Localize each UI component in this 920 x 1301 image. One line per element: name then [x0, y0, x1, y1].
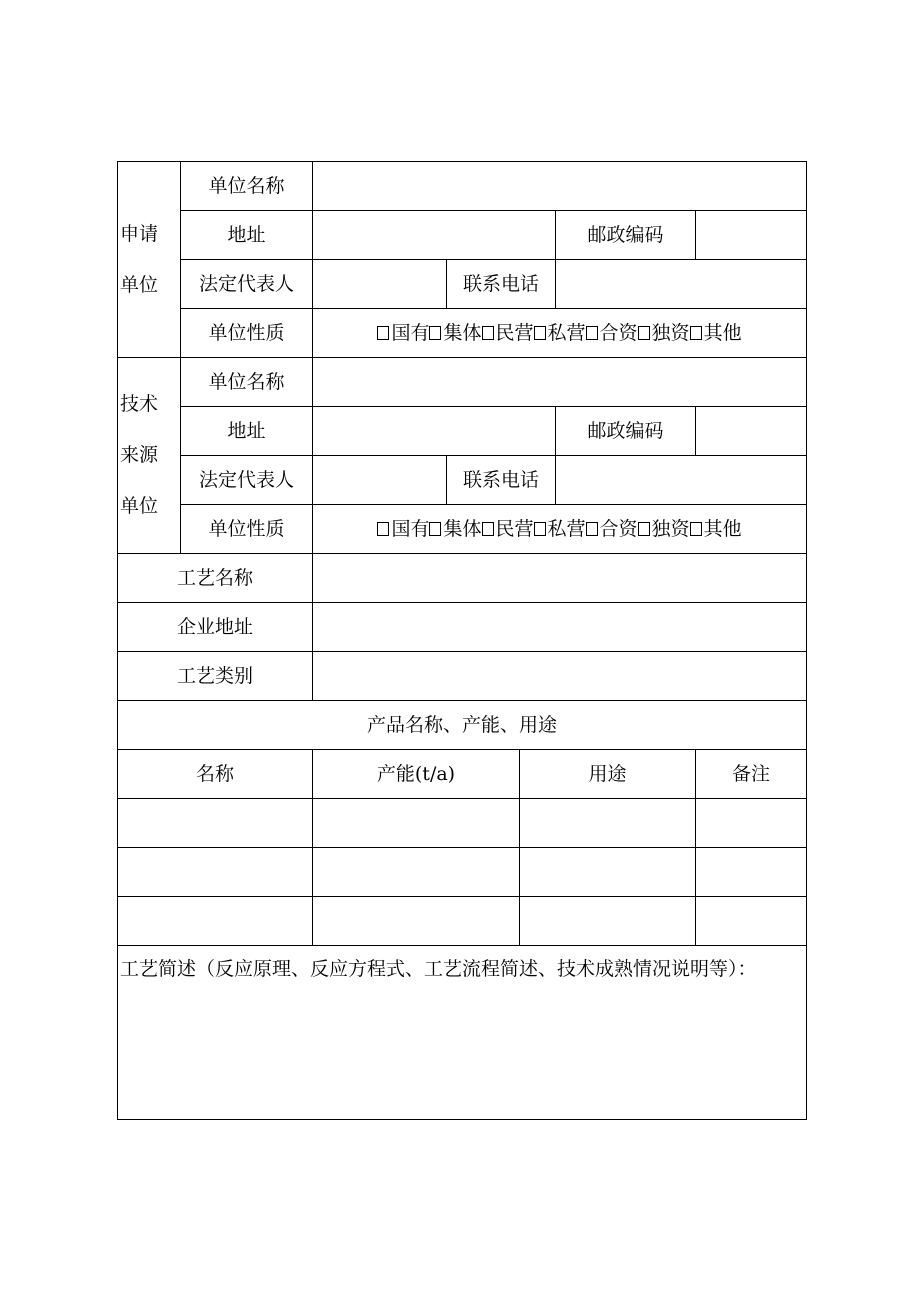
process-name-label: 工艺名称 [118, 554, 313, 603]
applicant-postcode-field[interactable] [696, 211, 807, 260]
product-remark-cell[interactable] [696, 848, 807, 897]
applicant-address-field[interactable] [313, 211, 556, 260]
process-category-label: 工艺类别 [118, 652, 313, 701]
products-section-title: 产品名称、产能、用途 [118, 701, 807, 750]
process-description-area[interactable] [118, 946, 807, 1120]
nature-option[interactable]: 合资 [586, 322, 638, 344]
products-col-remark: 备注 [696, 750, 807, 799]
checkbox-icon[interactable] [377, 522, 389, 536]
tech-address-field[interactable] [313, 407, 556, 456]
product-remark-cell[interactable] [696, 799, 807, 848]
tech-source-section-label: 技术 来源 单位 [118, 358, 181, 554]
applicant-unit-name-field[interactable] [313, 162, 807, 211]
applicant-legal-rep-label: 法定代表人 [181, 260, 313, 309]
tech-unit-name-field[interactable] [313, 358, 807, 407]
tech-postcode-field[interactable] [696, 407, 807, 456]
process-name-field[interactable] [313, 554, 807, 603]
table-row [118, 799, 807, 848]
tech-nature-label: 单位性质 [181, 505, 313, 554]
checkbox-icon[interactable] [638, 522, 650, 536]
checkbox-icon[interactable] [377, 326, 389, 340]
process-category-field[interactable] [313, 652, 807, 701]
application-form-table [117, 161, 807, 1120]
nature-option[interactable]: 集体 [429, 322, 481, 344]
products-col-capacity: 产能(t/a) [313, 750, 520, 799]
checkbox-icon[interactable] [534, 326, 546, 340]
nature-option[interactable]: 国有 [377, 322, 429, 344]
product-name-cell[interactable] [118, 897, 313, 946]
nature-option[interactable]: 独资 [638, 322, 690, 344]
applicant-postcode-label: 邮政编码 [556, 211, 696, 260]
product-capacity-cell[interactable] [313, 799, 520, 848]
applicant-phone-label: 联系电话 [447, 260, 556, 309]
checkbox-icon[interactable] [638, 326, 650, 340]
product-usage-cell[interactable] [520, 897, 696, 946]
checkbox-icon[interactable] [586, 326, 598, 340]
nature-option[interactable]: 私营 [534, 322, 586, 344]
product-remark-cell[interactable] [696, 897, 807, 946]
applicant-legal-rep-field[interactable] [313, 260, 447, 309]
tech-nature-options [313, 505, 807, 554]
applicant-nature-options [313, 309, 807, 358]
applicant-address-label: 地址 [181, 211, 313, 260]
nature-option[interactable]: 其他 [690, 322, 742, 344]
checkbox-icon[interactable] [429, 522, 441, 536]
table-row [118, 848, 807, 897]
enterprise-address-label: 企业地址 [118, 603, 313, 652]
table-row [118, 897, 807, 946]
nature-option[interactable]: 国有 [377, 518, 429, 540]
applicant-phone-field[interactable] [556, 260, 807, 309]
checkbox-icon[interactable] [586, 522, 598, 536]
tech-phone-field[interactable] [556, 456, 807, 505]
nature-option[interactable]: 其他 [690, 518, 742, 540]
product-capacity-cell[interactable] [313, 897, 520, 946]
nature-option[interactable]: 民营 [482, 322, 534, 344]
product-usage-cell[interactable] [520, 799, 696, 848]
applicant-nature-label: 单位性质 [181, 309, 313, 358]
product-usage-cell[interactable] [520, 848, 696, 897]
products-col-name: 名称 [118, 750, 313, 799]
tech-legal-rep-field[interactable] [313, 456, 447, 505]
product-name-cell[interactable] [118, 848, 313, 897]
tech-unit-name-label: 单位名称 [181, 358, 313, 407]
checkbox-icon[interactable] [690, 326, 702, 340]
applicant-unit-name-label: 单位名称 [181, 162, 313, 211]
enterprise-address-field[interactable] [313, 603, 807, 652]
tech-postcode-label: 邮政编码 [556, 407, 696, 456]
nature-option[interactable]: 集体 [429, 518, 481, 540]
products-col-usage: 用途 [520, 750, 696, 799]
checkbox-icon[interactable] [429, 326, 441, 340]
product-capacity-cell[interactable] [313, 848, 520, 897]
nature-option[interactable]: 合资 [586, 518, 638, 540]
tech-phone-label: 联系电话 [447, 456, 556, 505]
tech-legal-rep-label: 法定代表人 [181, 456, 313, 505]
nature-option[interactable]: 私营 [534, 518, 586, 540]
checkbox-icon[interactable] [482, 326, 494, 340]
checkbox-icon[interactable] [534, 522, 546, 536]
applicant-section-label: 申请 单位 [118, 162, 181, 358]
checkbox-icon[interactable] [690, 522, 702, 536]
tech-address-label: 地址 [181, 407, 313, 456]
process-description-label: 工艺简述（反应原理、反应方程式、工艺流程简述、技术成熟情况说明等）： [120, 958, 757, 980]
checkbox-icon[interactable] [482, 522, 494, 536]
product-name-cell[interactable] [118, 799, 313, 848]
nature-option[interactable]: 独资 [638, 518, 690, 540]
nature-option[interactable]: 民营 [482, 518, 534, 540]
